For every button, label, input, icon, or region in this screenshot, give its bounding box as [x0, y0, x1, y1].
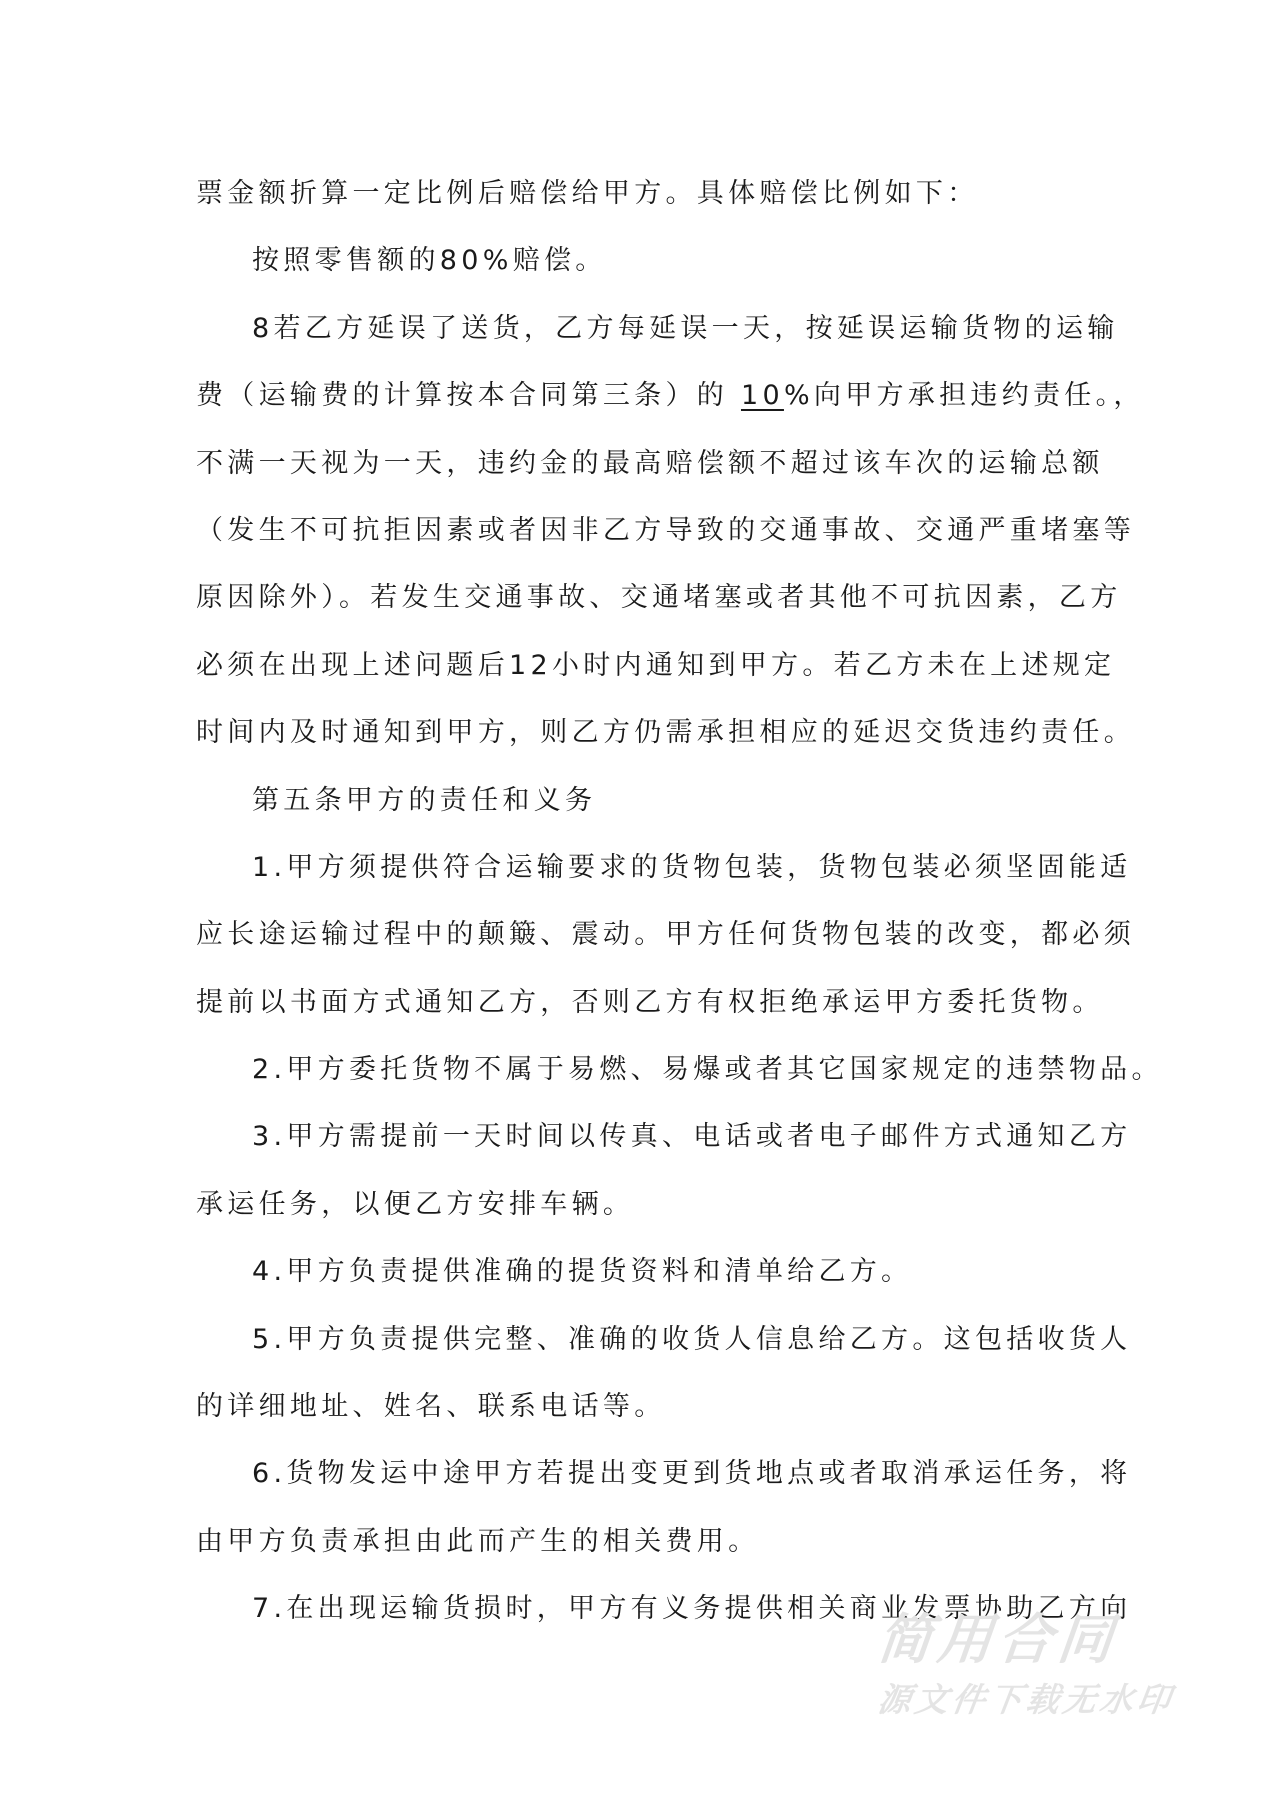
paragraph-line: 由甲方负责承担由此而产生的相关费用。 [196, 1525, 760, 1557]
paragraph-line: 按照零售额的80%赔偿。 [252, 245, 607, 277]
paragraph-line: 时间内及时通知到甲方，则乙方仍需承担相应的延迟交货违约责任。 [196, 717, 1135, 749]
paragraph-line: 5.甲方负责提供完整、准确的收货人信息给乙方。这包括收货人 [252, 1323, 1132, 1355]
paragraph-line: 承运任务，以便乙方安排车辆。 [196, 1188, 635, 1220]
paragraph-line: 7.在出现运输货损时，甲方有义务提供相关商业发票协助乙方向 [252, 1593, 1132, 1625]
paragraph-line: 2.甲方委托货物不属于易燃、易爆或者其它国家规定的违禁物品。 [252, 1054, 1163, 1086]
paragraph-line: 1.甲方须提供符合运输要求的货物包装，货物包装必须坚固能适 [252, 851, 1132, 883]
line-text-after: %向甲方承担违约责任。， [783, 380, 1145, 412]
paragraph-line: 8若乙方延误了送货，乙方每延误一天，按延误运输货物的运输 [252, 312, 1119, 344]
paragraph-line [196, 362, 1145, 429]
paragraph-line: 不满一天视为一天，违约金的最高赔偿额不超过该车次的运输总额 [196, 447, 1104, 479]
paragraph-line: 6.货物发运中途甲方若提出变更到货地点或者取消承运任务，将 [252, 1458, 1132, 1490]
paragraph-line: 的详细地址、姓名、联系电话等。 [196, 1391, 666, 1423]
paragraph-line: 原因除外）。若发生交通事故、交通堵塞或者其他不可抗因素，乙方 [196, 582, 1122, 614]
paragraph-line: 票金额折算一定比例后赔偿给甲方。具体赔偿比例如下： [196, 178, 979, 209]
section-heading: 第五条甲方的责任和义务 [252, 784, 597, 816]
paragraph-line: 应长途运输过程中的颠簸、震动。甲方任何货物包装的改变，都必须 [196, 919, 1135, 951]
paragraph-line: 3.甲方需提前一天时间以传真、电话或者电子邮件方式通知乙方 [252, 1121, 1132, 1153]
paragraph-line: 提前以书面方式通知乙方，否则乙方有权拒绝承运甲方委托货物。 [196, 986, 1104, 1018]
underlined-percentage: 10 [740, 380, 784, 412]
watermark-tagline: 源文件下载无水印 [875, 1680, 1177, 1719]
watermark-brand: 简用合同 [874, 1608, 1122, 1671]
paragraph-line: （发生不可抗拒因素或者因非乙方导致的交通事故、交通严重堵塞等 [196, 514, 1135, 546]
paragraph-line: 必须在出现上述问题后12小时内通知到甲方。若乙方未在上述规定 [196, 649, 1116, 681]
paragraph-line: 4.甲方负责提供准确的提货资料和清单给乙方。 [252, 1256, 913, 1288]
line-text-before: 费（运输费的计算按本合同第三条）的 [196, 380, 741, 412]
